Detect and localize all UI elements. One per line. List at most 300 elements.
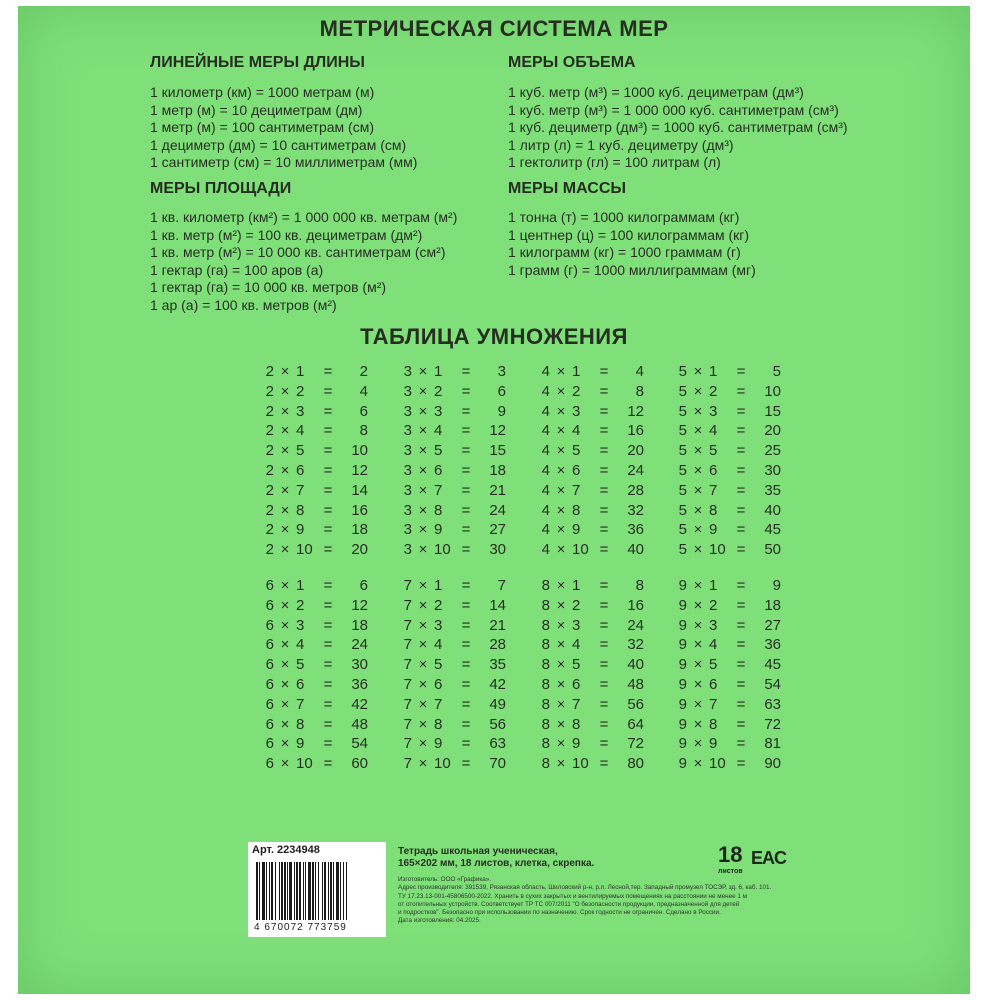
multiplication-x: × (280, 442, 290, 460)
multiplication-a: 8 (541, 675, 550, 693)
multiplication-p: 8 (359, 422, 368, 440)
multiplication-a: 6 (265, 616, 274, 634)
barcode-bar (296, 862, 298, 920)
length-measures-list (150, 84, 417, 172)
multiplication-p: 27 (489, 521, 506, 539)
multiplication-x: × (693, 656, 703, 674)
multiplication-b: 2 (709, 596, 718, 614)
multiplication-a: 7 (403, 636, 412, 654)
multiplication-p: 28 (627, 481, 644, 499)
multiplication-row (396, 675, 526, 695)
multiplication-b: 7 (296, 481, 305, 499)
multiplication-x: × (693, 616, 703, 634)
multiplication-x: × (280, 521, 290, 539)
multiplication-row (534, 481, 664, 501)
multiplication-p: 56 (627, 695, 644, 713)
multiplication-row (396, 734, 526, 754)
multiplication-p: 35 (764, 481, 781, 499)
area-measures-heading: МЕРЫ ПЛОЩАДИ (150, 180, 292, 197)
barcode-bar (330, 862, 332, 920)
multiplication-b: 4 (572, 636, 581, 654)
multiplication-p: 36 (351, 675, 368, 693)
multiplication-eq: = (323, 521, 333, 539)
multiplication-a: 8 (541, 596, 550, 614)
multiplication-a: 5 (678, 481, 687, 499)
multiplication-row (396, 576, 526, 596)
multiplication-eq: = (599, 577, 609, 594)
multiplication-row (671, 695, 801, 715)
multiplication-b: 1 (709, 577, 718, 594)
barcode-bar (305, 862, 306, 920)
multiplication-b: 6 (434, 675, 443, 693)
multiplication-row (534, 402, 664, 422)
multiplication-a: 4 (541, 461, 550, 479)
multiplication-row (671, 441, 801, 461)
multiplication-x: × (556, 461, 566, 479)
multiplication-eq: = (323, 382, 333, 400)
barcode-bar (259, 862, 260, 920)
multiplication-eq: = (323, 461, 333, 479)
multiplication-row (396, 754, 526, 774)
multiplication-x: × (556, 422, 566, 440)
multiplication-a: 3 (403, 422, 412, 440)
volume-measures-list (508, 84, 848, 172)
multiplication-p: 48 (627, 675, 644, 693)
multiplication-x: × (556, 521, 566, 539)
multiplication-b: 9 (709, 735, 718, 753)
sheets-count: 18 (718, 842, 743, 867)
multiplication-x: × (280, 735, 290, 753)
multiplication-eq: = (323, 481, 333, 499)
multiplication-eq: = (736, 656, 746, 674)
multiplication-eq: = (599, 363, 609, 380)
multiplication-p: 24 (627, 616, 644, 634)
multiplication-x: × (280, 382, 290, 400)
multiplication-a: 5 (678, 541, 687, 559)
multiplication-x: × (693, 442, 703, 460)
multiplication-x: × (418, 636, 428, 654)
volume-measure-line: 1 куб. метр (м³) = 1 000 000 куб. сантиметрам (см³) (508, 101, 839, 118)
multiplication-eq: = (599, 755, 609, 773)
length-measure-line: 1 сантиметр (см) = 10 миллиметрам (мм) (150, 154, 418, 171)
multiplication-row (396, 715, 526, 735)
multiplication-a: 4 (541, 363, 550, 380)
multiplication-x: × (556, 715, 566, 733)
mass-measure-line: 1 тонна (т) = 1000 килограммам (кг) (508, 209, 740, 225)
multiplication-a: 2 (265, 382, 274, 400)
multiplication-row (396, 461, 526, 481)
multiplication-block-3 (396, 362, 526, 560)
multiplication-x: × (556, 363, 566, 380)
multiplication-p: 27 (764, 616, 781, 634)
multiplication-a: 4 (541, 541, 550, 559)
multiplication-p: 5 (772, 363, 781, 380)
multiplication-b: 9 (434, 521, 443, 539)
multiplication-a: 3 (403, 541, 412, 559)
multiplication-b: 9 (296, 521, 305, 539)
multiplication-eq: = (461, 521, 471, 539)
barcode-bar (312, 862, 314, 920)
length-measure-line: 1 метр (м) = 100 сантиметрам (см) (150, 119, 375, 136)
multiplication-b: 3 (572, 402, 581, 420)
multiplication-x: × (418, 596, 428, 614)
safety-line: и подростков". Безопасно при использовании по назначению. Срок годности не ограничен. Сделано в России. (398, 909, 721, 917)
multiplication-a: 2 (265, 501, 274, 519)
multiplication-p: 7 (497, 577, 506, 594)
barcode-bar (289, 862, 292, 920)
multiplication-b: 10 (434, 541, 451, 559)
multiplication-row (671, 461, 801, 481)
multiplication-eq: = (461, 695, 471, 713)
multiplication-a: 7 (403, 715, 412, 733)
multiplication-a: 3 (403, 461, 412, 479)
green-cover-sheet (18, 6, 970, 994)
multiplication-p: 60 (351, 755, 368, 773)
multiplication-a: 6 (265, 695, 274, 713)
multiplication-b: 10 (434, 755, 451, 773)
length-measure-line: 1 дециметр (дм) = 10 сантиметрам (см) (150, 136, 407, 153)
volume-measure-line: 1 гектолитр (гл) = 100 литрам (л) (508, 154, 721, 171)
multiplication-row (258, 616, 388, 636)
multiplication-row (258, 402, 388, 422)
storage-line: ТУ 17.23.13-001-45806500-2022. Хранить в сухих закрытых и вентилируемых помещениях на расстоянии не менее 1 м (398, 892, 747, 900)
multiplication-row (258, 695, 388, 715)
multiplication-x: × (556, 541, 566, 559)
multiplication-x: × (693, 541, 703, 559)
product-info-footer (248, 842, 798, 937)
multiplication-p: 8 (635, 382, 644, 400)
barcode-number: 4 670072 773759 (254, 922, 347, 933)
multiplication-x: × (693, 363, 703, 380)
multiplication-row (671, 382, 801, 402)
multiplication-b: 6 (709, 461, 718, 479)
multiplication-a: 5 (678, 521, 687, 539)
multiplication-a: 6 (265, 656, 274, 674)
multiplication-b: 7 (434, 481, 443, 499)
multiplication-x: × (418, 501, 428, 519)
multiplication-a: 4 (541, 402, 550, 420)
multiplication-p: 18 (351, 616, 368, 634)
multiplication-x: × (556, 616, 566, 634)
multiplication-p: 24 (627, 461, 644, 479)
multiplication-b: 10 (572, 755, 589, 773)
multiplication-row (534, 715, 664, 735)
area-measure-line: 1 кв. метр (м²) = 100 кв. дециметрам (дм²) (150, 226, 423, 243)
multiplication-x: × (556, 402, 566, 420)
multiplication-eq: = (736, 675, 746, 693)
multiplication-a: 8 (541, 616, 550, 634)
multiplication-eq: = (736, 442, 746, 460)
multiplication-b: 5 (572, 442, 581, 460)
multiplication-row (258, 520, 388, 540)
multiplication-row (671, 481, 801, 501)
multiplication-b: 7 (572, 695, 581, 713)
multiplication-b: 7 (572, 481, 581, 499)
multiplication-b: 9 (296, 735, 305, 753)
multiplication-b: 5 (572, 656, 581, 674)
manufacturer-info (398, 876, 778, 926)
multiplication-row (396, 441, 526, 461)
multiplication-x: × (280, 577, 290, 594)
multiplication-a: 6 (265, 596, 274, 614)
area-measures-list (150, 209, 457, 315)
multiplication-block-9 (671, 576, 801, 774)
multiplication-b: 1 (709, 363, 718, 380)
multiplication-p: 20 (351, 541, 368, 559)
multiplication-p: 35 (489, 656, 506, 674)
length-measure-line: 1 метр (м) = 10 дециметрам (дм) (150, 101, 363, 118)
multiplication-row (671, 421, 801, 441)
multiplication-b: 2 (572, 382, 581, 400)
multiplication-x: × (280, 675, 290, 693)
multiplication-row (534, 754, 664, 774)
multiplication-b: 6 (434, 461, 443, 479)
multiplication-b: 5 (434, 442, 443, 460)
multiplication-a: 7 (403, 755, 412, 773)
multiplication-b: 2 (434, 382, 443, 400)
multiplication-a: 3 (403, 521, 412, 539)
multiplication-row (671, 362, 801, 382)
multiplication-a: 4 (541, 501, 550, 519)
multiplication-row (396, 362, 526, 382)
multiplication-b: 8 (296, 501, 305, 519)
multiplication-x: × (556, 675, 566, 693)
multiplication-b: 5 (296, 442, 305, 460)
multiplication-a: 6 (265, 715, 274, 733)
multiplication-row (671, 635, 801, 655)
multiplication-eq: = (323, 577, 333, 594)
multiplication-x: × (556, 501, 566, 519)
multiplication-b: 8 (709, 501, 718, 519)
multiplication-x: × (556, 382, 566, 400)
multiplication-row (534, 655, 664, 675)
multiplication-row (534, 421, 664, 441)
multiplication-a: 6 (265, 755, 274, 773)
multiplication-row (258, 596, 388, 616)
multiplication-p: 28 (489, 636, 506, 654)
multiplication-a: 7 (403, 695, 412, 713)
barcode-bar (308, 862, 311, 920)
barcode-bar (271, 862, 273, 920)
barcode-bar (343, 862, 344, 920)
multiplication-x: × (418, 521, 428, 539)
barcode-bar (315, 862, 316, 920)
multiplication-p: 12 (351, 596, 368, 614)
multiplication-row (396, 481, 526, 501)
multiplication-row (396, 695, 526, 715)
multiplication-p: 14 (489, 596, 506, 614)
barcode-label (248, 842, 386, 937)
multiplication-eq: = (461, 656, 471, 674)
barcode-bar (336, 862, 339, 920)
multiplication-b: 9 (572, 735, 581, 753)
multiplication-eq: = (599, 636, 609, 654)
multiplication-b: 1 (434, 363, 443, 380)
multiplication-b: 3 (709, 616, 718, 634)
multiplication-row (534, 596, 664, 616)
multiplication-eq: = (736, 422, 746, 440)
multiplication-a: 5 (678, 363, 687, 380)
barcode-bar (287, 862, 288, 920)
multiplication-x: × (418, 755, 428, 773)
multiplication-eq: = (323, 402, 333, 420)
multiplication-p: 20 (627, 442, 644, 460)
multiplication-p: 81 (764, 735, 781, 753)
multiplication-x: × (280, 461, 290, 479)
mass-measures-heading: МЕРЫ МАССЫ (508, 180, 627, 197)
multiplication-eq: = (599, 656, 609, 674)
multiplication-b: 3 (296, 616, 305, 634)
multiplication-a: 8 (541, 715, 550, 733)
multiplication-b: 6 (296, 675, 305, 693)
multiplication-row (671, 402, 801, 422)
barcode-bar (294, 862, 295, 920)
multiplication-b: 10 (296, 755, 313, 773)
multiplication-a: 2 (265, 481, 274, 499)
multiplication-eq: = (599, 675, 609, 693)
multiplication-a: 7 (403, 656, 412, 674)
multiplication-p: 63 (764, 695, 781, 713)
barcode-bar (299, 862, 301, 920)
multiplication-eq: = (323, 422, 333, 440)
multiplication-eq: = (599, 481, 609, 499)
multiplication-row (258, 362, 388, 382)
multiplication-x: × (556, 442, 566, 460)
multiplication-row (258, 501, 388, 521)
multiplication-a: 9 (678, 755, 687, 773)
multiplication-p: 42 (351, 695, 368, 713)
multiplication-p: 21 (489, 481, 506, 499)
multiplication-p: 64 (627, 715, 644, 733)
multiplication-eq: = (599, 442, 609, 460)
multiplication-p: 40 (764, 501, 781, 519)
multiplication-eq: = (323, 442, 333, 460)
multiplication-p: 6 (359, 577, 368, 594)
compliance-line: от отопительных устройств. Соответствует ТР ТС 007/2011 "О безопасности продукции, предназначенной для детей (398, 900, 740, 908)
multiplication-p: 20 (764, 422, 781, 440)
barcode-bar (275, 862, 276, 920)
multiplication-b: 10 (709, 755, 726, 773)
multiplication-a: 3 (403, 363, 412, 380)
area-measure-line: 1 ар (а) = 100 кв. метров (м²) (150, 296, 337, 313)
multiplication-x: × (693, 461, 703, 479)
multiplication-p: 6 (497, 382, 506, 400)
multiplication-row (671, 734, 801, 754)
multiplication-a: 9 (678, 616, 687, 634)
barcode-bar (256, 862, 258, 920)
multiplication-b: 4 (434, 636, 443, 654)
product-line-1: Тетрадь школьная ученическая, (398, 846, 558, 857)
multiplication-p: 6 (359, 402, 368, 420)
multiplication-eq: = (599, 402, 609, 420)
multiplication-p: 25 (764, 442, 781, 460)
multiplication-row (258, 635, 388, 655)
multiplication-a: 8 (541, 755, 550, 773)
mass-measures-list (508, 209, 756, 279)
multiplication-row (534, 540, 664, 560)
multiplication-a: 5 (678, 501, 687, 519)
multiplication-eq: = (461, 577, 471, 594)
multiplication-x: × (693, 695, 703, 713)
multiplication-row (671, 655, 801, 675)
multiplication-p: 18 (489, 461, 506, 479)
multiplication-a: 4 (541, 521, 550, 539)
multiplication-eq: = (736, 577, 746, 594)
multiplication-b: 4 (709, 422, 718, 440)
multiplication-x: × (693, 735, 703, 753)
multiplication-a: 7 (403, 735, 412, 753)
metric-system-title: МЕТРИЧЕСКАЯ СИСТЕМА МЕР (319, 16, 669, 41)
multiplication-b: 3 (572, 616, 581, 634)
multiplication-a: 2 (265, 363, 274, 380)
multiplication-row (671, 754, 801, 774)
multiplication-p: 4 (635, 363, 644, 380)
multiplication-a: 6 (265, 577, 274, 594)
multiplication-a: 8 (541, 656, 550, 674)
multiplication-p: 80 (627, 755, 644, 773)
multiplication-p: 9 (772, 577, 781, 594)
mass-measure-line: 1 грамм (г) = 1000 миллиграммам (мг) (508, 261, 756, 278)
multiplication-eq: = (461, 501, 471, 519)
multiplication-a: 3 (403, 382, 412, 400)
multiplication-b: 8 (572, 715, 581, 733)
multiplication-b: 2 (434, 596, 443, 614)
multiplication-x: × (556, 656, 566, 674)
multiplication-a: 6 (265, 675, 274, 693)
multiplication-x: × (556, 481, 566, 499)
multiplication-a: 2 (265, 422, 274, 440)
multiplication-x: × (280, 596, 290, 614)
multiplication-x: × (418, 422, 428, 440)
multiplication-p: 48 (351, 715, 368, 733)
multiplication-eq: = (323, 596, 333, 614)
volume-measure-line: 1 куб. метр (м³) = 1000 куб. дециметрам (дм³) (508, 84, 804, 100)
multiplication-p: 50 (764, 541, 781, 559)
multiplication-x: × (280, 541, 290, 559)
multiplication-a: 9 (678, 656, 687, 674)
multiplication-row (534, 734, 664, 754)
multiplication-row (258, 540, 388, 560)
multiplication-x: × (693, 422, 703, 440)
multiplication-eq: = (323, 735, 333, 753)
multiplication-row (258, 576, 388, 596)
multiplication-b: 8 (434, 715, 443, 733)
barcode-bar (346, 862, 347, 920)
multiplication-eq: = (323, 675, 333, 693)
multiplication-b: 6 (572, 461, 581, 479)
multiplication-b: 7 (709, 481, 718, 499)
multiplication-block-8 (534, 576, 664, 774)
multiplication-row (258, 481, 388, 501)
multiplication-b: 1 (572, 363, 581, 380)
multiplication-b: 8 (296, 715, 305, 733)
multiplication-eq: = (461, 596, 471, 614)
multiplication-b: 9 (434, 735, 443, 753)
multiplication-eq: = (461, 616, 471, 634)
multiplication-x: × (556, 735, 566, 753)
area-measure-line: 1 гектар (га) = 100 аров (а) (150, 261, 324, 278)
multiplication-b: 2 (572, 596, 581, 614)
multiplication-row (258, 441, 388, 461)
multiplication-a: 2 (265, 541, 274, 559)
multiplication-eq: = (599, 501, 609, 519)
multiplication-b: 10 (296, 541, 313, 559)
multiplication-a: 9 (678, 596, 687, 614)
manufacturer-line: Изготовитель: ООО «Графика». (398, 876, 492, 883)
multiplication-a: 3 (403, 402, 412, 420)
multiplication-a: 2 (265, 442, 274, 460)
multiplication-b: 1 (296, 363, 305, 380)
